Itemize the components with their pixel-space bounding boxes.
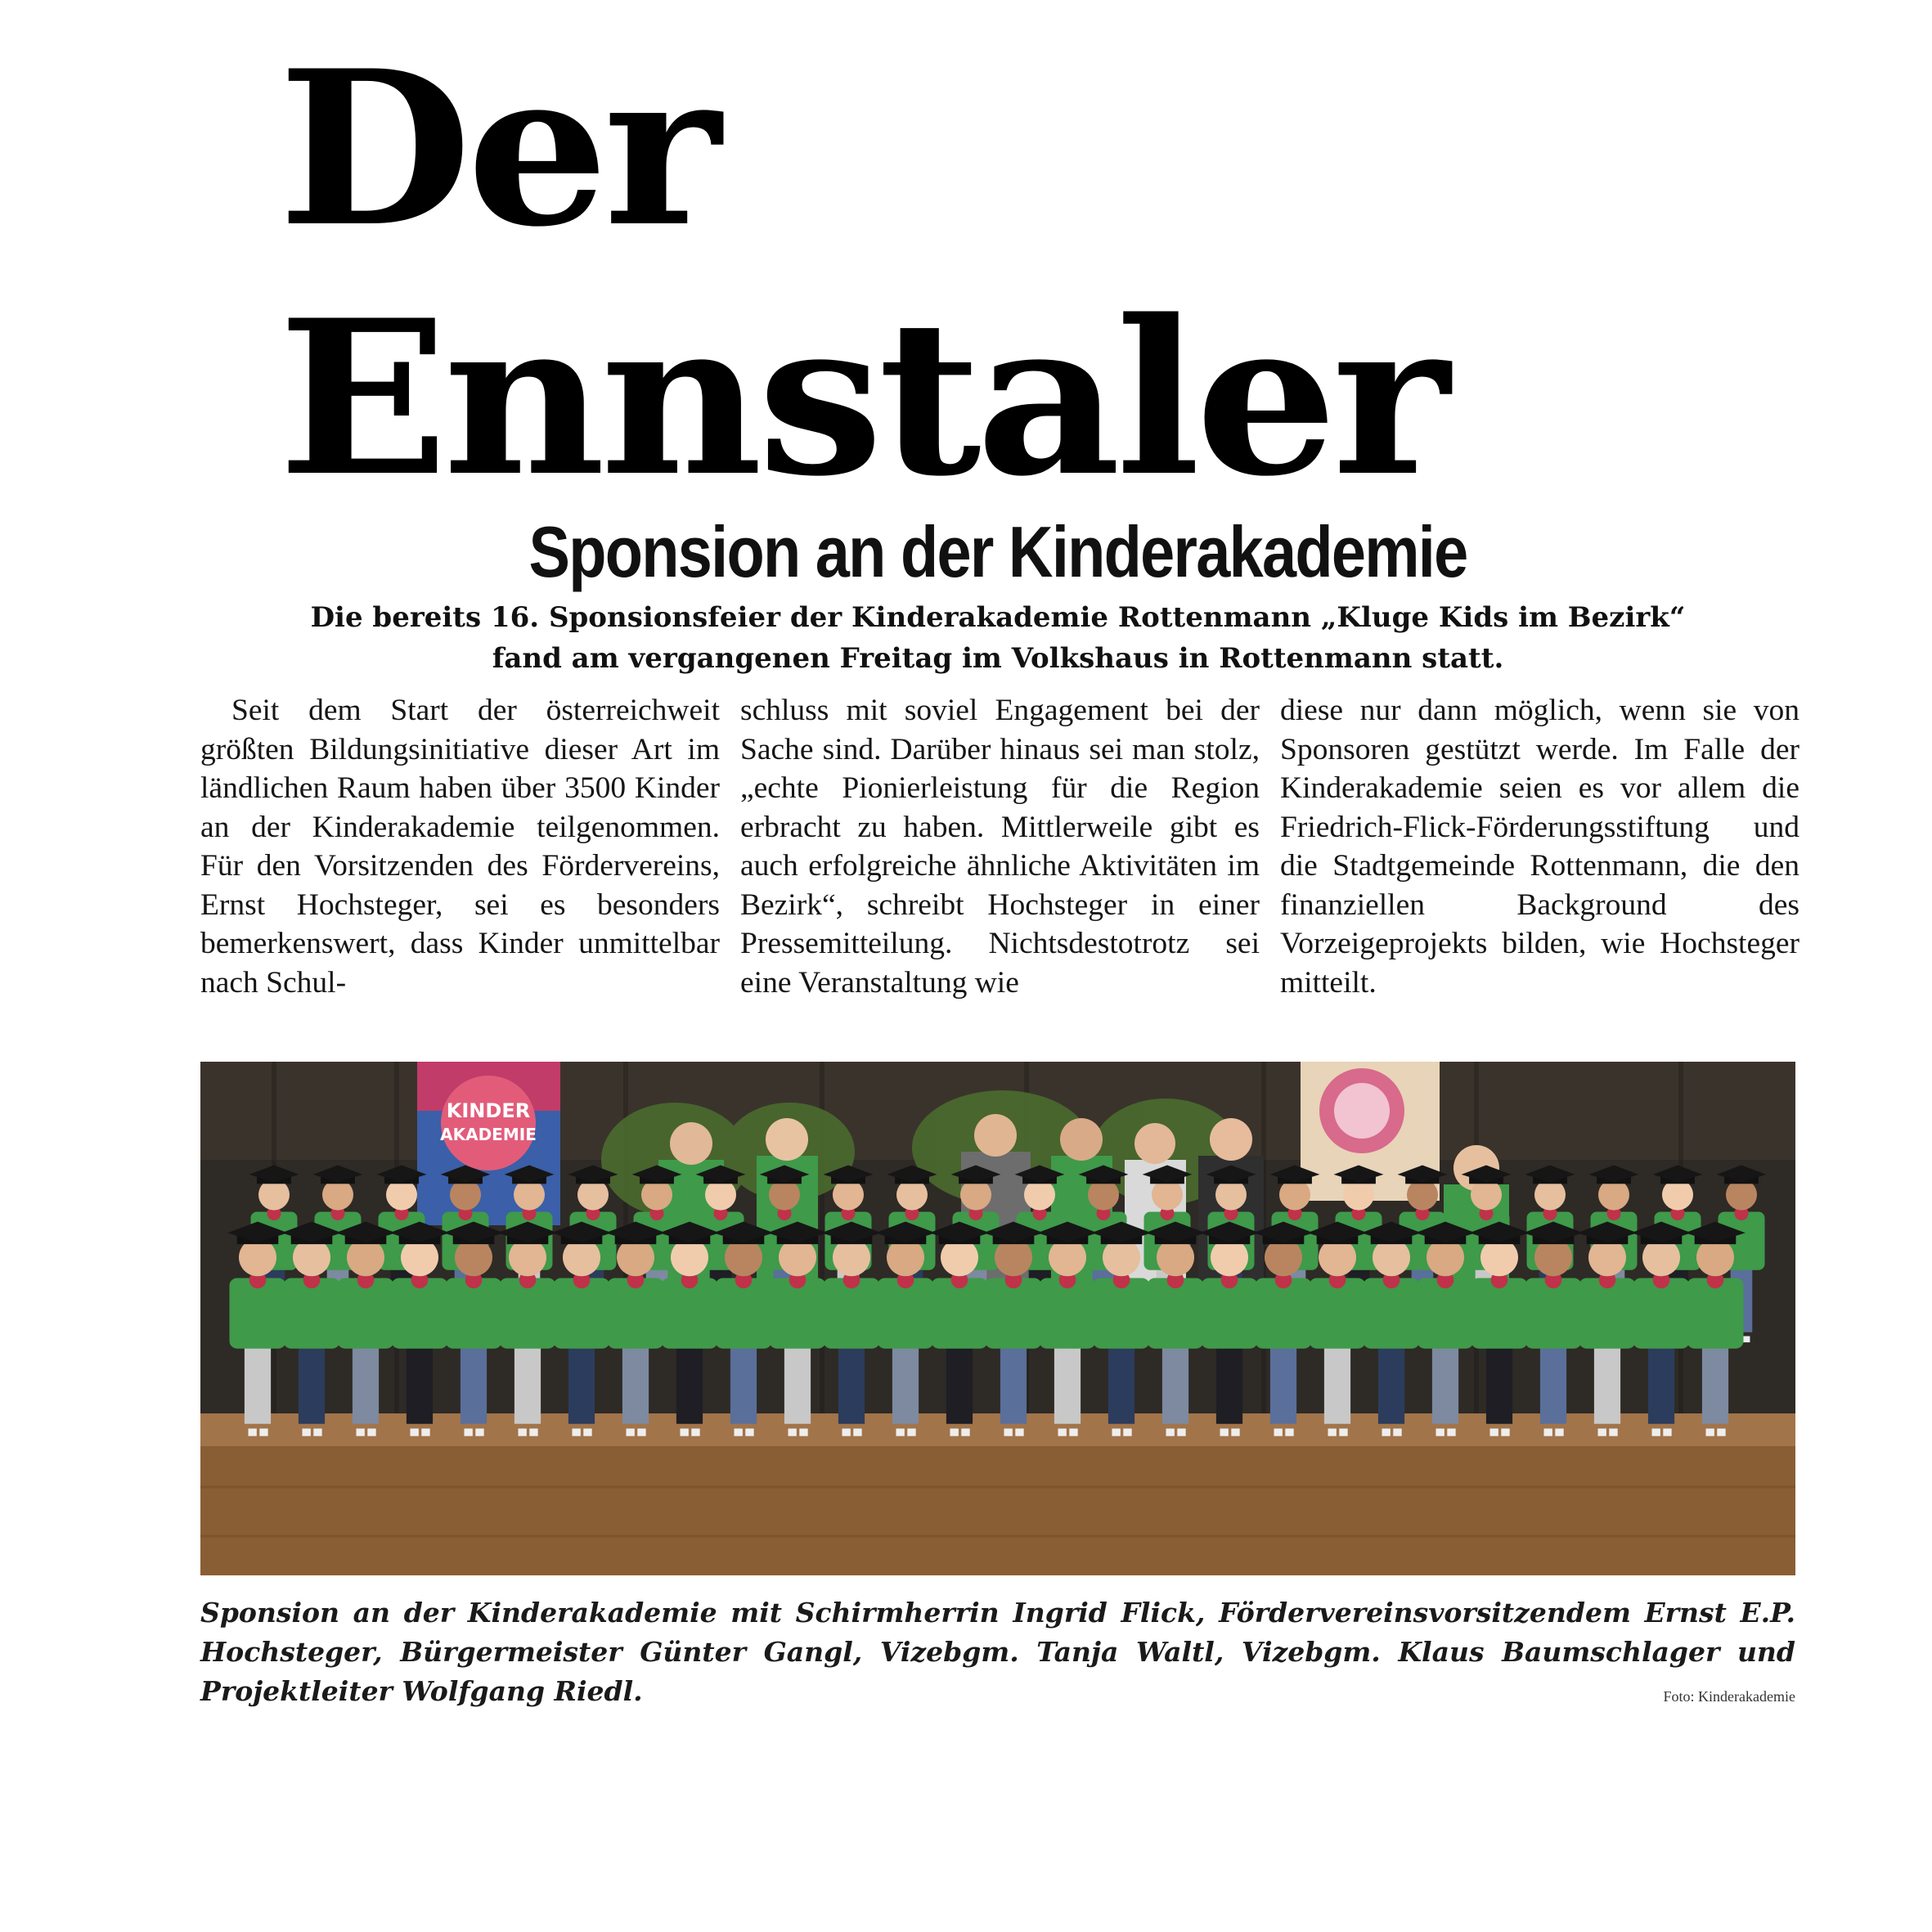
body-column-2: schluss mit soviel Engagement bei der Sache sind. Darüber hinaus sei man stolz, „echte Pionierleistung für die Region erbracht zu haben. Mittlerweile gibt es auch erfolgreiche ähnliche Aktivitäten im Bezirk“, schreibt Hochsteger in einer Pressemitteilung. Nichtsdestotrotz sei eine Veranstaltung wie bbox=[740, 694, 1260, 1000]
body-column-1: Seit dem Start der österreichweit größten Bildungsinitiative dieser Art im ländlichen Raum haben über 3500 Kinder an der Kinderakademie teilgenommen. Für den Vorsitzenden des Fördervereins, Ernst Hochsteger, sei es besonders bemerkenswert, dass Kinder unmittelbar nach Schul- bbox=[200, 694, 720, 1000]
subhead-line-1: Die bereits 16. Sponsionsfeier der Kinderakademie Rottenmann „Kluge Kids im Bezirk“ bbox=[310, 601, 1686, 634]
banner-text-line-2: AKADEMIE bbox=[440, 1125, 537, 1144]
body-column-3: diese nur dann möglich, wenn sie von Sponsoren gestützt werde. Im Falle der Kinderakademie seien es vor allem die Friedrich-Flick-Förderungsstiftung und die Stadtgemeinde Rottenmann, die den finanziellen Background des Vorzeigeprojekts bilden, wie Hochsteger mitteilt. bbox=[1280, 694, 1799, 1000]
article-subhead bbox=[200, 597, 1795, 679]
article-body bbox=[200, 691, 1799, 1035]
group-photo-illustration bbox=[200, 1062, 1795, 1575]
photo-credit: Foto: Kinderakademie bbox=[1663, 1688, 1795, 1705]
newspaper-masthead: Der Ennstaler bbox=[278, 25, 1445, 523]
banner-text-line-1: KINDER bbox=[446, 1099, 531, 1122]
group-photo bbox=[200, 1062, 1795, 1575]
subhead-line-2: fand am vergangenen Freitag im Volkshaus in Rottenmann statt. bbox=[492, 642, 1504, 675]
photo-caption: Sponsion an der Kinderakademie mit Schirmherrin Ingrid Flick, Fördervereinsvorsitzendem Ernst E.P. Hochsteger, Bürgermeister Günter Gangl, Vizebgm. Tanja Waltl, Vizebgm. Klaus Baumschlager und Projektleiter Wolfgang Riedl. bbox=[200, 1597, 1795, 1707]
article-headline: Sponsion an der Kinderakademie bbox=[528, 511, 1467, 592]
